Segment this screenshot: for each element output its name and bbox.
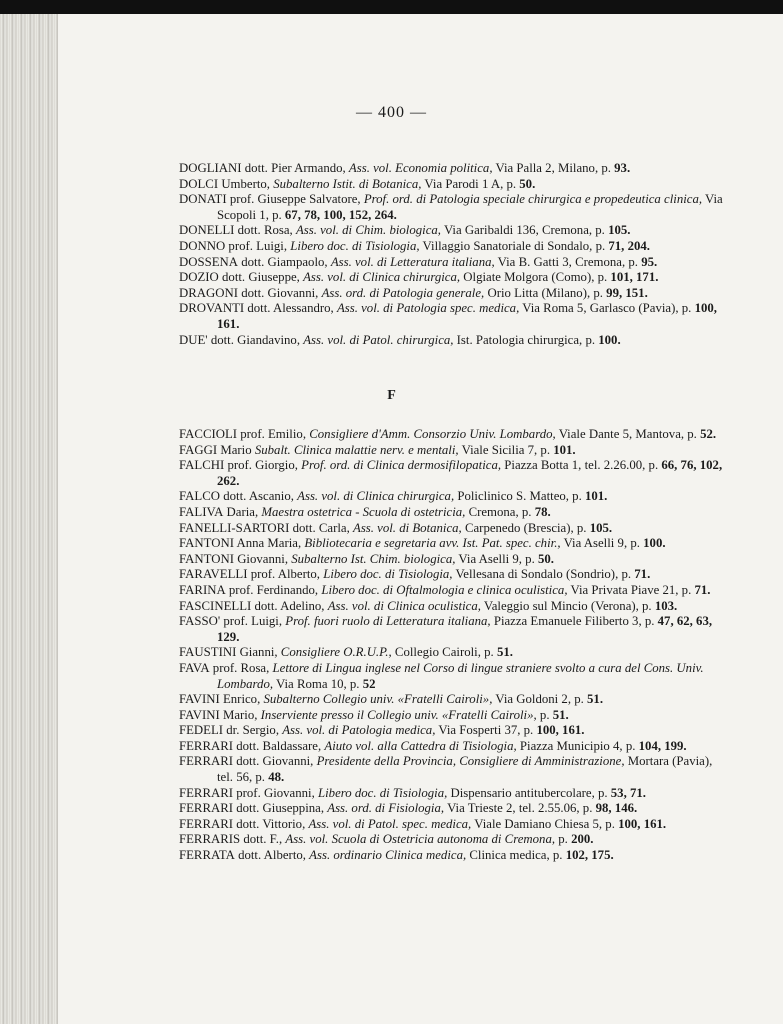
scan-binding-edge [0, 14, 58, 1024]
entry-address: Via Goldoni 2, p. [495, 692, 584, 707]
directory-entry [179, 786, 725, 802]
entry-pages: 52. [700, 427, 717, 441]
entry-name: FERRATA [179, 848, 235, 863]
entry-name: FERRARIS [179, 832, 241, 847]
entry-address: p. [539, 707, 550, 722]
entry-pages: 100. [643, 536, 666, 551]
entry-position: Inserviente presso il Collegio univ. «Fratelli Cairoli», [260, 707, 537, 722]
entry-pages: 102, 175. [565, 848, 614, 863]
directory-entry [179, 848, 725, 864]
entry-title: dott. Baldassare, [236, 738, 322, 753]
entry-name: DOGLIANI [179, 161, 242, 175]
entry-position: Ass. vol. di Clinica oculistica, [327, 598, 481, 613]
entry-address: Piazza Botta 1, tel. 2.26.00, p. [504, 458, 659, 473]
directory-entry [179, 255, 725, 271]
entry-pages: 51. [587, 692, 604, 707]
entry-address: Ist. Patologia chirurgica, p. [456, 332, 596, 347]
entry-position: Lettore di Lingua inglese nel Corso di lingue straniere svolto a cura del Cons. Univ. Lombardo, [217, 660, 704, 691]
entry-address: Orio Litta (Milano), p. [487, 285, 603, 300]
entry-title: prof. Luigi, [223, 614, 283, 629]
directory-entry [179, 708, 725, 724]
entry-title: dott. Adelino, [254, 598, 325, 613]
entry-title: dott. Giovanni, [236, 754, 314, 769]
entry-name: FAGGI [179, 442, 218, 457]
entry-position: Subalterno Istit. di Botanica, [273, 176, 422, 191]
entry-address: Olgiate Molgora (Como), p. [463, 270, 608, 285]
entry-name: DONATI [179, 192, 227, 207]
entry-position: Aiuto vol. alla Cattedra di Tisiologia, [324, 738, 517, 753]
entry-name: FANTONI [179, 536, 234, 551]
entry-name: DOZIO [179, 270, 219, 285]
entry-name: FAVA [179, 660, 210, 675]
directory-entry [179, 801, 725, 817]
entry-title: dott. F., [243, 832, 283, 847]
entry-pages: 100. [598, 332, 621, 347]
entry-address: Via Fosperti 37, p. [438, 723, 534, 738]
entry-name: FASSO' [179, 614, 221, 629]
directory-entry [179, 161, 725, 177]
entry-title: dott. Giampaolo, [241, 254, 328, 269]
entry-name: FERRARI [179, 816, 234, 831]
entry-position: Maestra ostetrica - Scuola di ostetricia, [261, 504, 466, 519]
page-number: — 400 — [356, 104, 427, 121]
entry-position: Ass. vol. di Patol. chirurgica, [303, 332, 454, 347]
entry-address: Via Palla 2, Milano, p. [495, 161, 611, 175]
entry-position: Ass. vol. di Clinica chirurgica, [297, 489, 455, 504]
entry-pages: 100, 161. [618, 816, 667, 831]
entry-pages: 52 [362, 676, 376, 691]
entry-pages: 93. [614, 161, 631, 175]
entry-title: Daria, [226, 504, 259, 519]
entry-pages: 101. [584, 489, 608, 504]
entry-position: Consigliere O.R.U.P., [280, 645, 392, 660]
entry-position: Subalterno Ist. Chim. biologica, [291, 551, 456, 566]
entry-name: DONELLI [179, 223, 235, 238]
entry-address: Policlinico S. Matteo, p. [457, 489, 582, 504]
entry-name: FERRARI [179, 785, 234, 800]
entry-name: FACCIOLI [179, 427, 238, 441]
entry-name: FANTONI [179, 551, 234, 566]
directory-entry [179, 754, 725, 785]
entry-pages: 71, 204. [608, 238, 650, 253]
directory-entry [179, 599, 725, 615]
entry-address: Cremona, p. [468, 504, 532, 519]
entry-name: DROVANTI [179, 301, 245, 316]
entry-pages: 71. [634, 567, 651, 582]
entry-name: FERRARI [179, 754, 234, 769]
entry-name: DONNO [179, 238, 226, 253]
entry-title: prof. Alberto, [250, 567, 321, 582]
entry-address: Via Aselli 9, p. [458, 551, 535, 566]
entry-address: Via Garibaldi 136, Cremona, p. [443, 223, 605, 238]
directory-entry [179, 301, 725, 332]
directory-entry [179, 521, 725, 537]
entry-address: Piazza Municipio 4, p. [519, 738, 636, 753]
entry-position: Ass. vol. di Clinica chirurgica, [303, 270, 461, 285]
entry-pages: 100, 161. [536, 723, 585, 738]
entry-address: Viale Sicilia 7, p. [461, 442, 551, 457]
entry-address: Clinica medica, p. [469, 848, 563, 863]
entry-name: FALCHI [179, 458, 225, 473]
entry-name: FERRARI [179, 738, 234, 753]
entry-pages: 200. [571, 832, 594, 847]
entry-title: Gianni, [239, 645, 278, 660]
entry-pages: 104, 199. [638, 738, 687, 753]
entry-pages: 66, 76, 102, 262. [217, 458, 723, 488]
directory-entry [179, 505, 725, 521]
entry-position: Prof. ord. di Clinica dermosifilopatica, [301, 458, 502, 473]
entry-title: prof. Emilio, [240, 427, 307, 441]
directory-entry [179, 177, 725, 193]
entry-pages: 48. [268, 770, 285, 785]
entry-address: Carpenedo (Brescia), p. [464, 520, 587, 535]
entry-title: dr. Sergio, [226, 723, 280, 738]
entry-position: Bibliotecaria e segretaria avv. Ist. Pat. spec. chir., [304, 536, 561, 551]
entry-title: Giovanni, [237, 551, 289, 566]
entry-address: Collegio Cairoli, p. [394, 645, 494, 660]
entry-name: FAVINI [179, 692, 220, 707]
directory-entry [179, 692, 725, 708]
scan-top-border [0, 0, 783, 14]
entry-address: Valeggio sul Mincio (Verona), p. [483, 598, 652, 613]
entry-address: Via Trieste 2, tel. 2.55.06, p. [447, 801, 593, 816]
entry-pages: 50. [538, 551, 554, 566]
entries-f-list [179, 427, 725, 864]
entry-address: Dispensario antitubercolare, p. [450, 785, 608, 800]
entry-position: Ass. vol. di Patologia spec. medica, [336, 301, 520, 316]
entry-name: DOSSENA [179, 254, 239, 269]
entry-position: Ass. vol. di Patol. spec. medica, [308, 816, 472, 831]
entry-title: prof. Ferdinando, [228, 582, 319, 597]
entry-address: Via Roma 10, p. [276, 676, 360, 691]
entry-pages: 51. [552, 707, 569, 722]
entry-name: FASCINELLI [179, 598, 252, 613]
entry-address: Viale Dante 5, Mantova, p. [558, 427, 697, 441]
entry-position: Ass. vol. di Botanica, [353, 520, 462, 535]
entry-title: prof. Giuseppe Salvatore, [229, 192, 361, 207]
section-letter: F [387, 388, 396, 403]
entry-title: dott. Giuseppe, [222, 270, 300, 285]
entry-title: dott. Giandavino, [210, 332, 301, 347]
directory-entry [179, 239, 725, 255]
entry-position: Prof. ord. di Patologia speciale chirurgica e propedeutica clinica, [363, 192, 703, 207]
entry-pages: 101. [553, 442, 576, 457]
directory-entry [179, 614, 725, 645]
entry-title: dott. Rosa, [237, 223, 293, 238]
entry-title: dott. Giovanni, [241, 285, 319, 300]
entry-title: Mario, [222, 707, 258, 722]
directory-entry [179, 223, 725, 239]
entry-address: Via Privata Piave 21, p. [570, 582, 692, 597]
entry-pages: 105. [589, 520, 613, 535]
entry-position: Ass. vol. Scuola di Ostetricia autonoma di Cremona, [285, 832, 556, 847]
entry-name: FERRARI [179, 801, 234, 816]
entry-pages: 71. [694, 582, 711, 597]
directory-entry [179, 645, 725, 661]
entry-name: FANELLI-SARTORI [179, 520, 290, 535]
directory-entry [179, 427, 725, 443]
entry-pages: 103. [654, 598, 678, 613]
entry-title: Mario [220, 442, 252, 457]
entry-position: Ass. vol. di Letteratura italiana, [330, 254, 495, 269]
entry-address: Piazza Emanuele Filiberto 3, p. [493, 614, 655, 629]
entry-name: DUE' [179, 332, 208, 347]
directory-entry [179, 443, 725, 459]
entry-pages: 100, 161. [217, 301, 717, 331]
directory-entry [179, 817, 725, 833]
entry-position: Subalterno Collegio univ. «Fratelli Cairoli», [263, 692, 493, 707]
entry-position: Ass. vol. Economia politica, [348, 161, 493, 175]
entry-pages: 101, 171. [610, 270, 659, 285]
entry-name: FEDELI [179, 723, 224, 738]
entry-address: Via Roma 5, Garlasco (Pavia), p. [522, 301, 692, 316]
entry-pages: 53, 71. [610, 785, 646, 800]
entry-name: FARINA [179, 582, 226, 597]
entry-title: dott. Alessandro, [247, 301, 334, 316]
entry-position: Presidente della Provincia, Consigliere di Amministrazione, [316, 754, 625, 769]
entry-address: Via Parodi 1 A, p. [424, 176, 517, 191]
entry-position: Ass. vol. di Patologia medica, [282, 723, 436, 738]
entry-name: FALCO [179, 489, 221, 504]
directory-entry [179, 489, 725, 505]
directory-entry [179, 832, 725, 848]
entry-address: Viale Damiano Chiesa 5, p. [474, 816, 615, 831]
entry-position: Ass. vol. di Chim. biologica, [295, 223, 441, 238]
entry-position: Libero doc. di Tisiologia, [290, 238, 420, 253]
entry-pages: 50. [519, 176, 536, 191]
entry-position: Ass. ord. di Fisiologia, [327, 801, 445, 816]
entry-position: Prof. fuori ruolo di Letteratura italiana, [285, 614, 491, 629]
entry-name: DRAGONI [179, 285, 239, 300]
entry-title: Enrico, [222, 692, 261, 707]
entry-pages: 105. [608, 223, 631, 238]
entry-title: prof. Giorgio, [227, 458, 298, 473]
directory-entry [179, 192, 725, 223]
directory-entry [179, 567, 725, 583]
entry-position: Ass. ord. di Patologia generale, [321, 285, 485, 300]
entry-position: Consigliere d'Amm. Consorzio Univ. Lombardo, [309, 427, 556, 441]
directory-entry [179, 552, 725, 568]
entry-pages: 98, 146. [595, 801, 638, 816]
entry-title: dott. Carla, [292, 520, 350, 535]
entry-name: FALIVA [179, 504, 224, 519]
entry-address: Via Scopoli 1, p. [217, 192, 723, 222]
entry-title: dott. Giuseppina, [236, 801, 325, 816]
directory-entry [179, 583, 725, 599]
entry-title: dott. Alberto, [238, 848, 306, 863]
entry-title: prof. Rosa, [212, 660, 270, 675]
entry-title: dott. Pier Armando, [244, 161, 346, 175]
entry-name: DOLCI [179, 176, 219, 191]
directory-entry [179, 286, 725, 302]
entry-title: prof. Giovanni, [236, 785, 315, 800]
entry-pages: 99, 151. [606, 285, 648, 300]
entry-address: Via B. Gatti 3, Cremona, p. [497, 254, 638, 269]
entry-name: FARAVELLI [179, 567, 248, 582]
entry-title: Umberto, [221, 176, 271, 191]
entry-name: FAUSTINI [179, 645, 237, 660]
entry-address: Villaggio Sanatoriale di Sondalo, p. [422, 238, 606, 253]
directory-entry [179, 661, 725, 692]
directory-entry [179, 333, 725, 349]
entry-title: prof. Luigi, [228, 238, 288, 253]
entry-address: Via Aselli 9, p. [563, 536, 640, 551]
directory-entry [179, 270, 725, 286]
entry-title: dott. Ascanio, [223, 489, 294, 504]
entry-title: Anna Maria, [236, 536, 302, 551]
entry-pages: 78. [534, 504, 551, 519]
entries-d-list [179, 161, 725, 348]
entry-position: Libero doc. di Tisiologia, [323, 567, 453, 582]
directory-entry [179, 458, 725, 489]
entry-pages: 67, 78, 100, 152, 264. [284, 207, 397, 222]
directory-entry [179, 723, 725, 739]
directory-entry [179, 536, 725, 552]
entry-name: FAVINI [179, 707, 220, 722]
entry-title: dott. Vittorio, [236, 816, 306, 831]
entry-position: Subalt. Clinica malattie nerv. e mentali, [254, 442, 459, 457]
entry-pages: 51. [496, 645, 513, 660]
entry-position: Ass. ordinario Clinica medica, [309, 848, 467, 863]
entry-position: Libero doc. di Oftalmologia e clinica oculistica, [321, 582, 568, 597]
entry-position: Libero doc. di Tisiologia, [318, 785, 448, 800]
entry-address: Vellesana di Sondalo (Sondrio), p. [455, 567, 632, 582]
entry-pages: 95. [641, 254, 658, 269]
entry-address: p. [558, 832, 568, 847]
directory-entry [179, 739, 725, 755]
entry-address: Mortara (Pavia), tel. 56, p. [217, 754, 713, 785]
entry-pages: 47, 62, 63, 129. [217, 614, 713, 644]
